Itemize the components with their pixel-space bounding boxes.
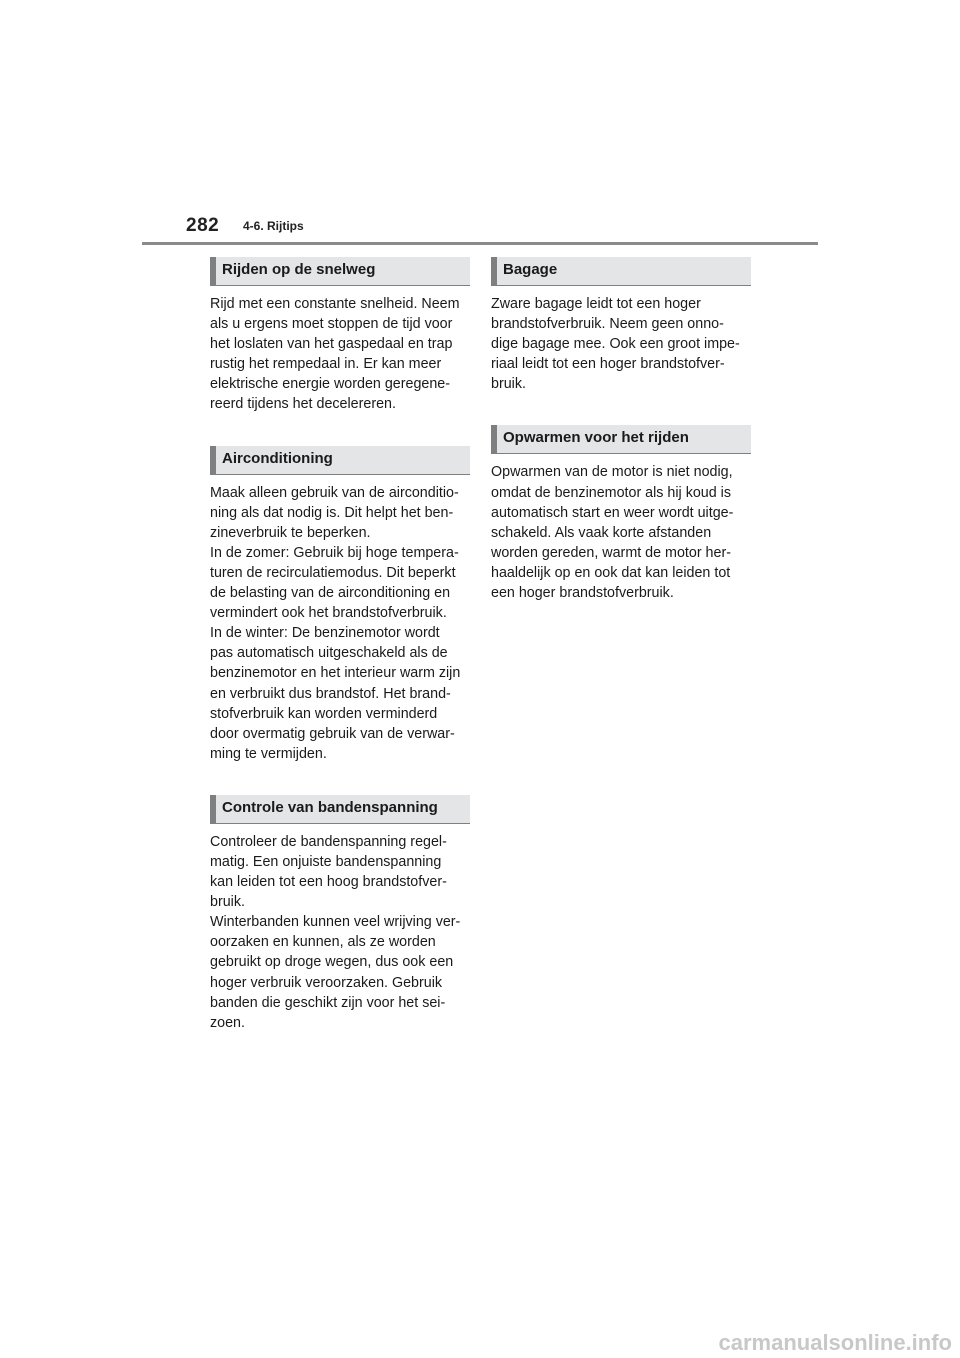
text-line: reerd tijdens het decelereren. [210,396,396,413]
text-line: Winterbanden kunnen veel wrijving ver- [210,914,461,931]
section-body-bagage [491,294,751,394]
text-line: Opwarmen van de motor is niet nodig, [491,464,733,481]
section-reference: 4-6. Rijtips [243,219,304,233]
text-line: matig. Een onjuiste bandenspanning [210,853,442,870]
watermark-logo: carmanualsonline.info [718,1330,952,1355]
text-line: In de zomer: Gebruik bij hoge tempera- [210,544,459,561]
page-number: 282 [186,215,220,236]
text-line: schakeld. Als vaak korte afstanden [491,524,712,541]
section-heading-bagage: Bagage [491,257,751,286]
text-line: bruik. [210,894,245,911]
text-line: In de winter: De benzinemotor wordt [210,625,440,642]
section-heading-controle-van-bandenspanning: Controle van bandenspanning [210,795,470,824]
text-line: benzinemotor en het interieur warm zijn [210,665,461,682]
text-line: vermindert ook het brandstofverbruik. [210,605,447,622]
text-line: Controleer de bandenspanning regel- [210,833,447,850]
text-line: en verbruikt dus brandstof. Het brand- [210,685,451,702]
section-body-airconditioning [210,483,470,764]
text-line: oorzaken en kunnen, als ze worden [210,934,436,951]
text-line: worden gereden, warmt de motor her- [491,544,731,561]
text-line: gebruikt op droge wegen, dus ook een [210,954,454,971]
text-line: Rijd met een constante snelheid. Neem [210,296,460,312]
text-line: zineverbruik te beperken. [210,524,371,541]
text-line: Maak alleen gebruik van de airconditio- [210,484,459,501]
section-heading-opwarmen-voor-het-rijden: Opwarmen voor het rijden [491,425,751,454]
text-line: stofverbruik kan worden verminderd [210,705,438,722]
text-line: pas automatisch uitgeschakeld als de [210,645,448,662]
text-line: brandstofverbruik. Neem geen onno- [491,316,724,333]
text-line: turen de recirculatiemodus. Dit beperkt [210,564,456,581]
section-body-rijden-op-de-snelweg [210,294,470,415]
text-line: dige bagage mee. Ook een groot impe- [491,336,740,353]
text-line: kan leiden tot een hoog brandstofver- [210,874,447,891]
text-line: rustig het rempedaal in. Er kan meer [210,356,442,373]
section-heading-airconditioning: Airconditioning [210,446,470,475]
text-line: Zware bagage leidt tot een hoger [491,296,701,312]
right-column [491,257,751,603]
text-line: een hoger brandstofverbruik. [491,585,674,602]
text-line: omdat de benzinemotor als hij koud is [491,484,732,501]
text-line: als u ergens moet stoppen de tijd voor [210,316,453,333]
section-heading-rijden-op-de-snelweg: Rijden op de snelweg [210,257,470,286]
section-body-controle-van-bandenspanning [210,832,470,1033]
text-line: haaldelijk op en ook dat kan leiden tot [491,564,731,581]
text-line: riaal leidt tot een hoger brandstofver- [491,356,725,373]
text-line: banden die geschikt zijn voor het sei- [210,994,446,1011]
text-line: automatisch start en weer wordt uitge- [491,504,734,521]
text-line: het loslaten van het gaspedaal en trap [210,336,453,353]
text-line: ming te vermijden. [210,745,327,762]
text-line: door overmatig gebruik van de verwar- [210,725,455,742]
text-line: zoen. [210,1014,245,1031]
text-line: de belasting van de airconditioning en [210,585,451,602]
text-line: hoger verbruik veroorzaken. Gebruik [210,974,443,991]
text-line: ning als dat nodig is. Dit helpt het ben- [210,504,454,521]
left-column [210,257,470,1033]
text-line: elektrische energie worden geregene- [210,376,451,393]
section-body-opwarmen-voor-het-rijden [491,462,751,603]
text-line: bruik. [491,376,526,393]
header-divider [142,242,818,245]
